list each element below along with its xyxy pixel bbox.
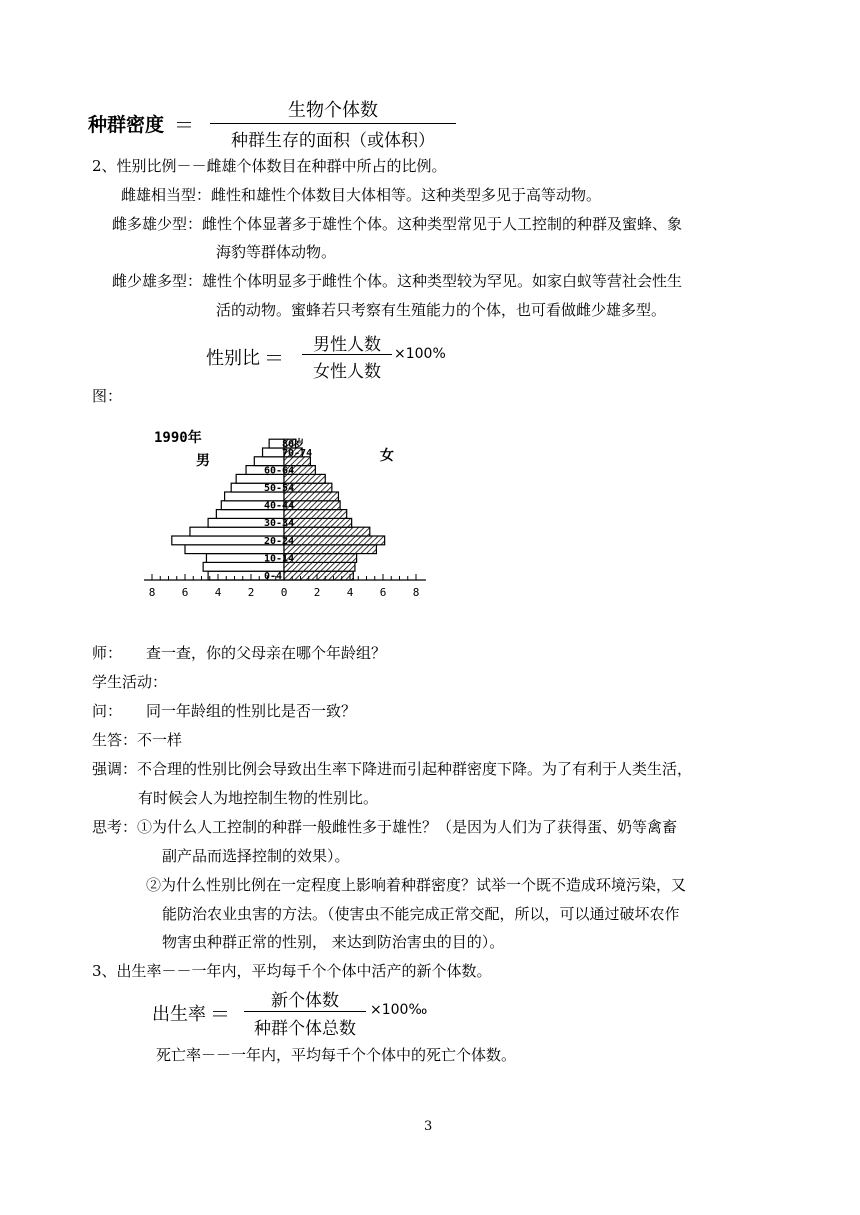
type-label: 雌少雄多型： xyxy=(112,272,203,290)
type-text: 雌性和雄性个体数目大体相等。这种类型多见于高等动物。 xyxy=(211,186,602,204)
section-2-title: 2、性别比例－－雌雄个体数目在种群中所占的比例。 xyxy=(92,157,447,175)
type-text: 雌性个体显著多于雄性个体。这种类型常见于人工控制的种群及蜜蜂、象 xyxy=(202,215,683,233)
formula-sex-ratio xyxy=(206,330,466,380)
answer-line: 生答：不一样 xyxy=(92,731,183,749)
teacher-line xyxy=(92,643,386,663)
think-line-1a: 思考：①为什么人工控制的种群一般雌性多于雄性？（是因为人们为了获得蛋、奶等禽畜 xyxy=(92,818,678,836)
age-label-0-4: 0-4 xyxy=(264,571,283,582)
x-tick-label: 8 xyxy=(148,586,156,599)
x-tick-label: 0 xyxy=(280,586,288,599)
emphasis-line-2: 有时候会人为地控制生物的性别比。 xyxy=(138,789,379,807)
female-bar-30-34 xyxy=(284,518,352,527)
numerator: 男性人数 xyxy=(313,335,381,355)
question-line xyxy=(92,701,356,721)
denominator: 种群个体总数 xyxy=(254,1019,356,1039)
age-label-60-64: 60-64 xyxy=(264,465,295,477)
male-bar-70-74 xyxy=(263,448,284,457)
numerator: 生物个体数 xyxy=(288,100,378,121)
chart-left-label: 男 xyxy=(196,453,210,469)
formula-birth-rate xyxy=(152,986,452,1038)
formula-lhs: 性别比 xyxy=(206,348,260,369)
numerator: 新个体数 xyxy=(271,991,339,1011)
page-number: 3 xyxy=(424,1119,433,1134)
x-tick-label: 4 xyxy=(346,586,354,599)
formula-lhs: 种群密度 xyxy=(88,114,165,136)
female-series xyxy=(284,439,385,580)
age-label-70-74: 70-74 xyxy=(282,447,313,459)
male-bar-65-69 xyxy=(254,457,284,466)
think-line-2c: 物害虫种群正常的性别， 来达到防治害虫的目的）。 xyxy=(162,933,505,951)
section-3-title: 3、出生率－－一年内，平均每千个个体中活产的新个体数。 xyxy=(92,962,492,980)
formula-suffix: ×100% xyxy=(394,346,446,362)
type-more-female-cont: 海豹等群体动物。 xyxy=(216,243,337,261)
figure-label: 图： xyxy=(92,387,123,405)
age-label-20-24: 20-24 xyxy=(264,535,295,547)
age-label-40-44: 40-44 xyxy=(264,500,295,512)
age-label-30-34: 30-34 xyxy=(264,518,295,530)
formula-lhs: 出生率 xyxy=(152,1004,206,1025)
denominator: 种群生存的面积（或体积） xyxy=(231,131,435,151)
think-line-2a: ②为什么性别比例在一定程度上影响着种群密度？试举一个既不造成环境污染，又 xyxy=(146,876,687,894)
chart-right-label: 女 xyxy=(380,448,394,464)
fraction-bar xyxy=(244,1011,366,1012)
female-bar-15-19 xyxy=(284,545,376,554)
student-activity: 学生活动： xyxy=(92,673,168,691)
formula-equals: ＝ xyxy=(264,346,284,370)
fraction-bar xyxy=(210,123,456,124)
type-more-male xyxy=(112,271,682,291)
teacher-text: 查一查，你的父母亲在哪个年龄组？ xyxy=(146,644,387,662)
age-label-80岁: 80岁 xyxy=(282,439,305,450)
female-bar-5-9 xyxy=(284,562,355,571)
fraction xyxy=(244,986,366,1038)
formula-population-density xyxy=(88,96,468,152)
x-tick-label: 4 xyxy=(214,586,222,599)
emphasis-line-1: 强调：不合理的性别比例会导致出生率下降进而引起种群密度下降。为了有利于人类生活， xyxy=(92,760,693,778)
type-label: 雌多雄少型： xyxy=(112,215,203,233)
death-rate-line: 死亡率－－一年内，平均每千个个体中的死亡个体数。 xyxy=(156,1046,517,1064)
female-bar-25-29 xyxy=(284,527,370,536)
formula-suffix: ×100‰ xyxy=(370,1002,428,1018)
x-tick-label: 6 xyxy=(181,586,189,599)
fraction-bar xyxy=(302,354,392,355)
type-label: 雌雄相当型： xyxy=(121,186,212,204)
female-bar-0-4 xyxy=(284,571,353,580)
type-equal xyxy=(121,185,601,205)
formula-equals: ＝ xyxy=(210,1002,230,1026)
x-tick-label: 6 xyxy=(379,586,387,599)
female-bar-20-24 xyxy=(284,536,385,545)
speaker-label: 问： xyxy=(92,702,123,720)
population-pyramid-chart xyxy=(138,408,438,608)
female-bar-10-14 xyxy=(284,554,357,563)
age-label-10-14: 10-14 xyxy=(264,553,295,565)
think-line-1b: 副产品而选择控制的效果）。 xyxy=(162,847,350,865)
think-line-2b: 能防治农业虫害的方法。（使害虫不能完成正常交配，所以，可以通过破坏农作 xyxy=(162,905,680,923)
x-axis-ticks xyxy=(149,574,420,599)
type-text: 雄性个体明显多于雌性个体。这种类型较为罕见。如家白蚁等营社会性生 xyxy=(202,272,683,290)
speaker-label: 师： xyxy=(92,644,123,662)
type-more-female xyxy=(112,214,682,234)
age-label-50-54: 50-54 xyxy=(264,483,295,494)
formula-equals: ＝ xyxy=(174,113,194,137)
type-more-male-cont: 活的动物。蜜蜂若只考察有生殖能力的个体，也可看做雌少雄多型。 xyxy=(216,301,667,319)
question-text: 同一年龄组的性别比是否一致？ xyxy=(146,702,357,720)
x-tick-label: 2 xyxy=(247,586,255,599)
chart-title: 1990年 xyxy=(154,430,202,446)
denominator: 女性人数 xyxy=(313,362,381,382)
x-tick-label: 8 xyxy=(412,586,420,599)
x-tick-label: 2 xyxy=(313,586,321,599)
fraction xyxy=(302,330,392,380)
fraction xyxy=(210,96,456,152)
